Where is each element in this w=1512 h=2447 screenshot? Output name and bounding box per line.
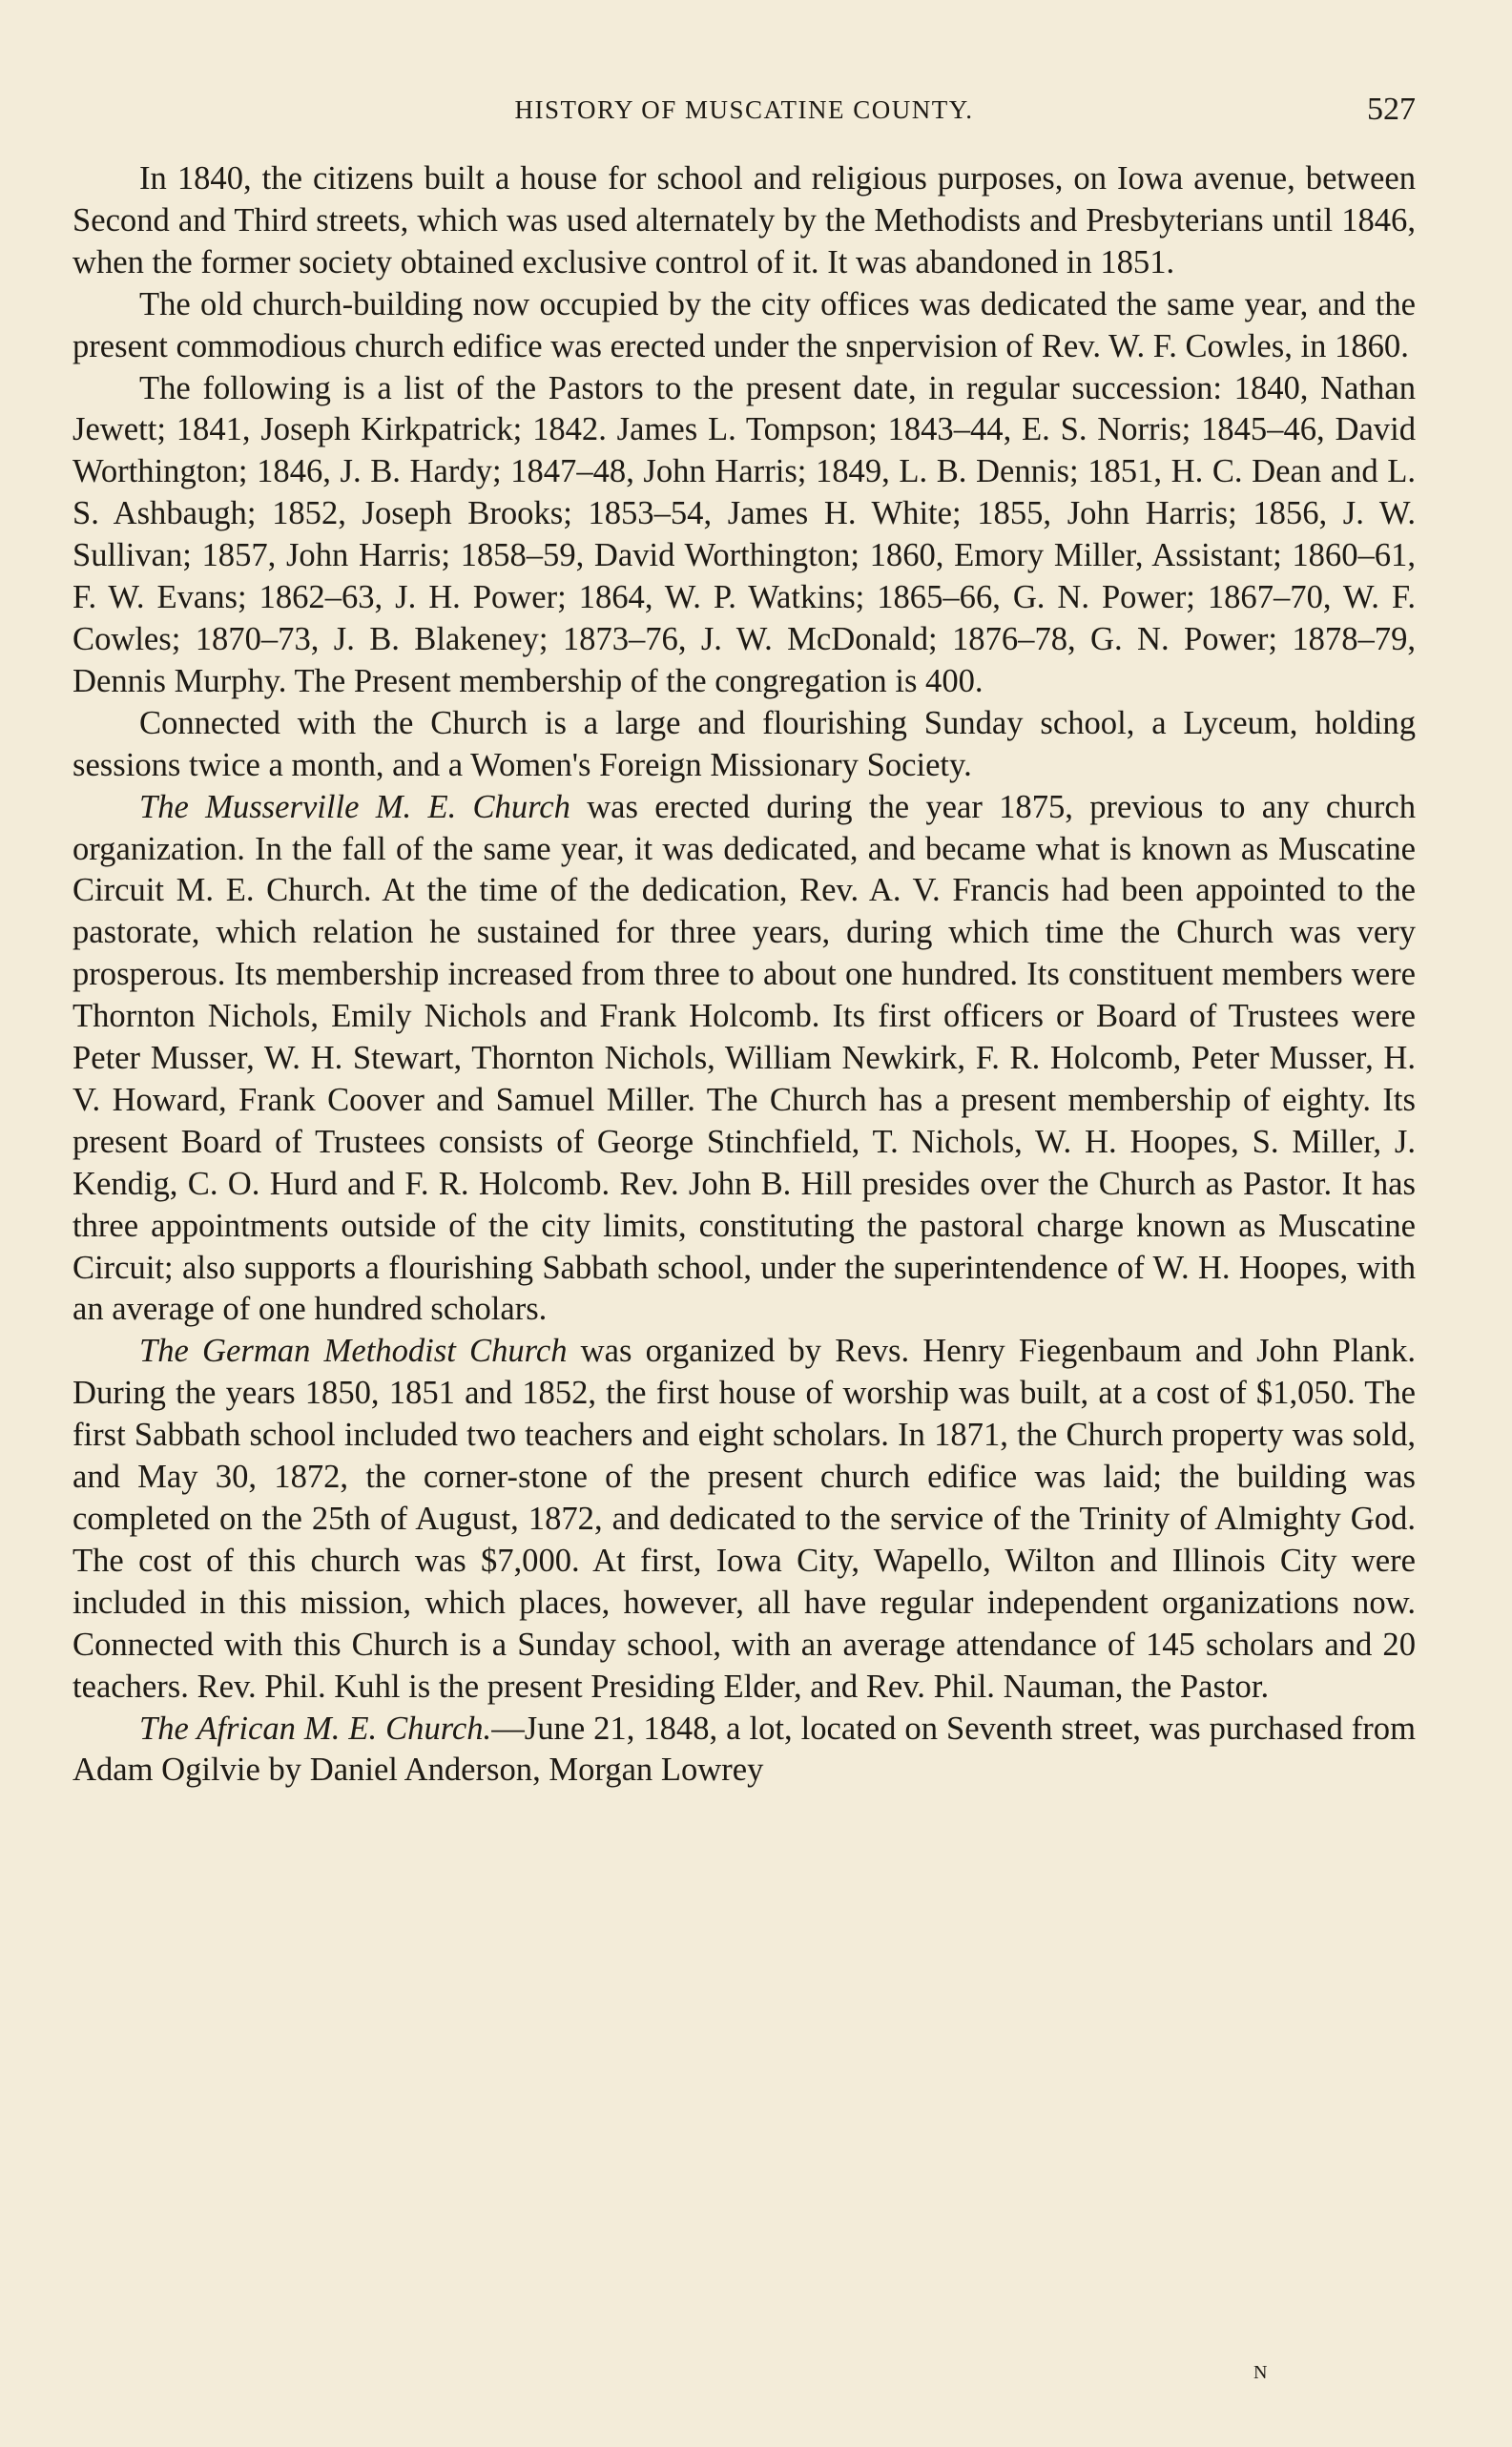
- section-body-german-methodist: was organized by Revs. Henry Fiegenbaum and John Plank. During the years 1850, 1851 and 1852, the first house of worship was built, at a cost of $1,050. The first Sabbath school included two teachers and eight scholars. In 1871, the Church property was sold, and May 30, 1872, the corner-stone of the present church edifice was laid; the building was completed on the 25th of August, 1872, and dedicated to the service of the Trinity of Almighty God. The cost of this church was $7,000. At first, Iowa City, Wapello, Wilton and Illinois City were included in this mission, which places, however, all have regular independent organizations now. Connected with this Church is a Sunday school, with an average attendance of 145 scholars and 20 teachers. Rev. Phil. Kuhl is the present Presiding Elder, and Rev. Phil. Nauman, the Pastor.: [72, 1333, 1417, 1705]
- paragraph-musserville-church: [72, 787, 1416, 1332]
- section-title-african-me: The African M. E. Church.: [139, 1710, 492, 1747]
- page-body: [72, 92, 1416, 1792]
- page-number: 527: [1367, 92, 1416, 127]
- section-body-african-me: —June 21, 1848, a lot, located on Seventh street, was purchased from Adam Ogilvie by Daniel Anderson, Morgan Lowrey: [72, 1710, 1416, 1789]
- running-head: HISTORY OF MUSCATINE COUNTY.: [514, 95, 974, 124]
- section-body-musserville: was erected during the year 1875, previous to any church organization. In the fall of the same year, it was dedicated, and became what is known as Muscatine Circuit M. E. Church. At the time of the dedication, Rev. A. V. Francis had been appointed to the pastorate, which relation he sustained for three years, during which time the Church was very prosperous. Its membership increased from three to about one hundred. Its constituent members were Thornton Nichols, Emily Nichols and Frank Holcomb. Its first officers or Board of Trustees were Peter Musser, W. H. Stewart, Thornton Nichols, William Newkirk, F. R. Holcomb, Peter Musser, H. V. Howard, Frank Coover and Samuel Miller. The Church has a present membership of eighty. Its present Board of Trustees consists of George Stinchfield, T. Nichols, W. H. Hoopes, S. Miller, J. Kendig, C. O. Hurd and F. R. Holcomb. Rev. John B. Hill presides over the Church as Pastor. It has three appointments outside of the city limits, constituting the pastoral charge known as Muscatine Circuit; also supports a flourishing Sabbath school, under the superintendence of W. H. Hoopes, with an average of one hundred scholars.: [72, 788, 1416, 1328]
- section-title-musserville: The Musserville M. E. Church: [139, 788, 570, 825]
- paragraph-sunday-school: Connected with the Church is a large and flourishing Sunday school, a Lyceum, holding sessions twice a month, and a Women's Foreign Missionary Society.: [72, 704, 1416, 783]
- page-header: [72, 92, 1416, 139]
- paragraph-school-house: In 1840, the citizens built a house for school and religious purposes, on Iowa avenue, between Second and Third streets, which was used alternately by the Methodists and Presbyterians until 1846, when the former society obtained exclusive control of it. It was abandoned in 1851.: [72, 160, 1416, 280]
- paragraph-african-me-church: [72, 1709, 1416, 1793]
- paragraph-german-methodist-church: [72, 1331, 1416, 1708]
- signature-mark: N: [1253, 2362, 1268, 2383]
- section-title-german-methodist: The German Methodist Church: [139, 1333, 568, 1370]
- paragraph-pastors-list: The following is a list of the Pastors to the present date, in regular succession: 1840, Nathan Jewett; 1841, Joseph Kirkpatrick; 1842. James L. Tompson; 1843–44, E. S. Norris; 1845–46, David Worthington; 1846, J. B. Hardy; 1847–48, John Harris; 1849, L. B. Dennis; 1851, H. C. Dean and L. S. Ashbaugh; 1852, Joseph Brooks; 1853–54, James H. White; 1855, John Harris; 1856, J. W. Sullivan; 1857, John Harris; 1858–59, David Worthington; 1860, Emory Miller, Assistant; 1860–61, F. W. Evans; 1862–63, J. H. Power; 1864, W. P. Watkins; 1865–66, G. N. Power; 1867–70, W. F. Cowles; 1870–73, J. B. Blakeney; 1873–76, J. W. McDonald; 1876–78, G. N. Power; 1878–79, Dennis Murphy. The Present membership of the congregation is 400.: [72, 369, 1416, 699]
- paragraph-church-building: The old church-building now occupied by the city offices was dedicated the same year, and the present commodious church edifice was erected under the snpervision of Rev. W. F. Cowles, in 1860.: [72, 285, 1416, 364]
